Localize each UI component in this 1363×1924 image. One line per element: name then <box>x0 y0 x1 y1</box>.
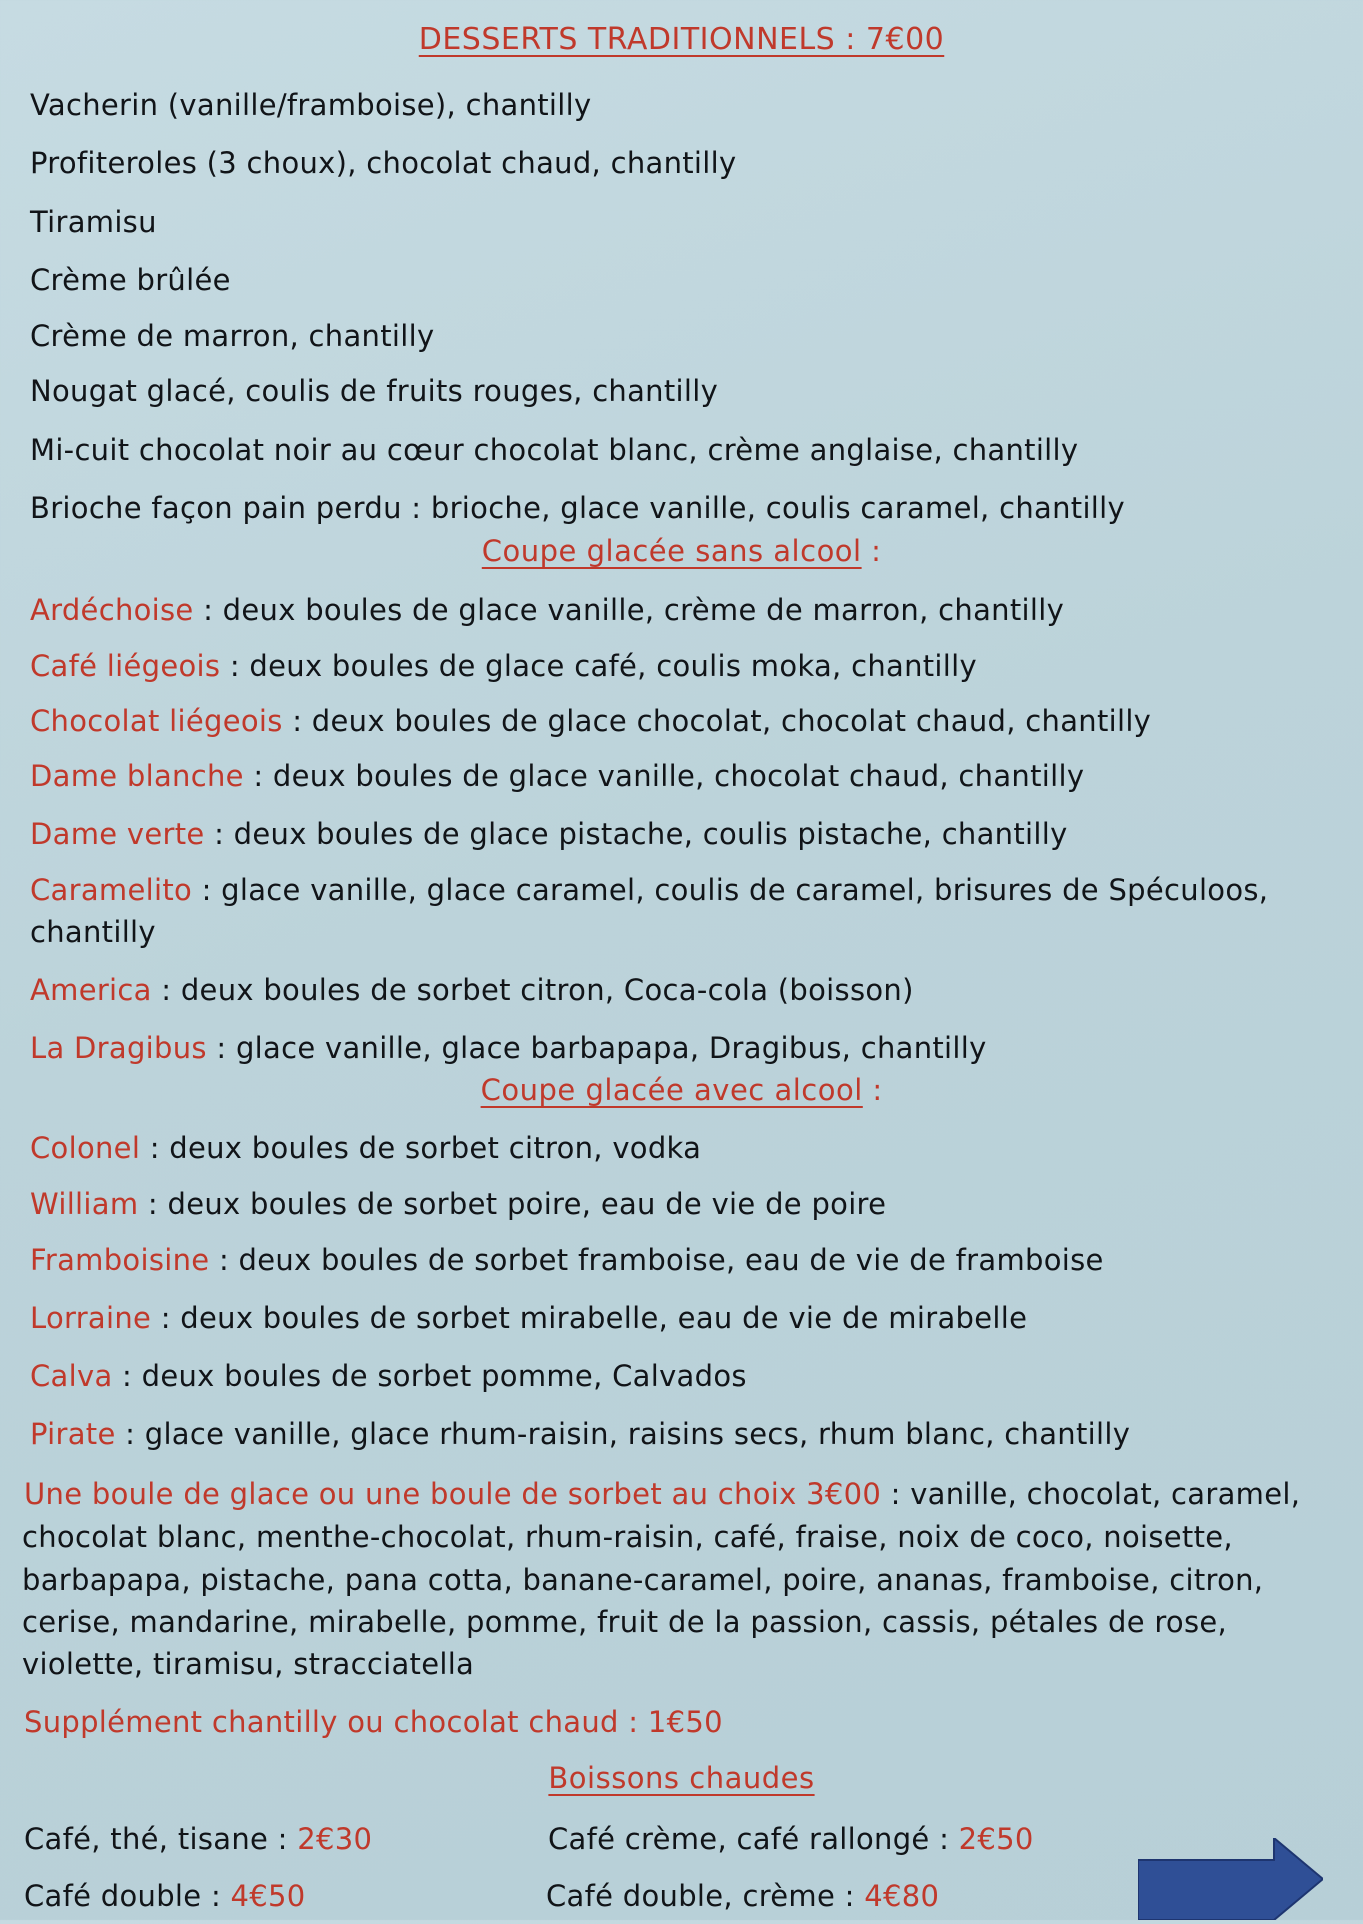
flavor-list-line: violette, tiramisu, stracciatella <box>22 1647 475 1681</box>
drink-item <box>546 1875 1106 1917</box>
item-desc: : deux boules de sorbet mirabelle, eau de vie de mirabelle <box>151 1301 1028 1335</box>
drink-price: 4€80 <box>864 1879 940 1913</box>
item-desc: : glace vanille, glace barbapapa, Dragibus, chantilly <box>206 1031 987 1065</box>
menu-item <box>30 1355 1330 1397</box>
item-desc: : deux boules de glace vanille, chocolat chaud, chantilly <box>243 759 1085 793</box>
item-name: La Dragibus <box>30 1031 207 1065</box>
item-desc: : deux boules de sorbet citron, Coca-cola (boisson) <box>151 973 914 1007</box>
item-desc: : deux boules de glace chocolat, chocolat chaud, chantilly <box>282 704 1152 738</box>
item-name: Calva <box>30 1359 113 1393</box>
drink-label: Café double : <box>24 1879 231 1913</box>
item-desc: : deux boules de sorbet pomme, Calvados <box>112 1359 747 1393</box>
sans-alcool-title: Coupe glacée sans alcool <box>481 534 862 568</box>
drink-label: Café crème, café rallongé : <box>548 1822 959 1856</box>
avec-alcool-colon: : <box>862 1073 883 1107</box>
flavor-list-line: cerise, mandarine, mirabelle, pomme, fruit de la passion, cassis, pétales de rose, <box>22 1605 1228 1639</box>
menu-item <box>30 589 1330 631</box>
item-desc: : glace vanille, glace caramel, coulis de caramel, brisures de Spéculoos, <box>192 873 1269 907</box>
menu-item: Vacherin (vanille/framboise), chantilly <box>30 88 592 122</box>
drink-item <box>548 1818 1108 1860</box>
right-arrow-icon[interactable] <box>1138 1838 1323 1920</box>
item-name: Ardéchoise <box>30 593 194 627</box>
drink-price: 2€50 <box>958 1822 1034 1856</box>
item-name: Caramelito <box>30 873 193 907</box>
menu-item <box>30 645 1330 687</box>
item-desc: : glace vanille, glace rhum-raisin, raisins secs, rhum blanc, chantilly <box>115 1417 1131 1451</box>
sans-alcool-colon: : <box>861 534 882 568</box>
item-name: Colonel <box>30 1131 141 1165</box>
menu-item <box>30 1027 1330 1069</box>
menu-item: Profiteroles (3 choux), chocolat chaud, chantilly <box>30 146 737 180</box>
sans-alcool-heading <box>0 530 1363 572</box>
boissons-title: Boissons chaudes <box>548 1761 815 1795</box>
menu-item: Crème de marron, chantilly <box>30 319 435 353</box>
menu-item <box>30 1297 1330 1339</box>
menu-item-continuation: chantilly <box>30 915 156 949</box>
drink-price: 2€30 <box>297 1822 373 1856</box>
menu-item <box>30 813 1330 855</box>
item-name: Café liégeois <box>30 649 221 683</box>
item-desc: : deux boules de sorbet citron, vodka <box>140 1131 702 1165</box>
item-desc: : deux boules de glace vanille, crème de marron, chantilly <box>193 593 1065 627</box>
menu-item <box>30 1127 1330 1169</box>
item-name: Dame verte <box>30 817 205 851</box>
supplement-line: Supplément chantilly ou chocolat chaud : 1€50 <box>24 1705 723 1739</box>
traditionnels-title: DESSERTS TRADITIONNELS : 7€00 <box>418 22 945 57</box>
menu-item <box>30 1239 1330 1281</box>
menu-item <box>30 755 1330 797</box>
right-arrow-shape <box>1138 1838 1323 1920</box>
drink-item <box>24 1818 544 1860</box>
menu-item <box>30 969 1330 1011</box>
single-scoop-label: Une boule de glace ou une boule de sorbet au choix 3€00 <box>24 1477 882 1511</box>
menu-item: Crème brûlée <box>30 263 231 297</box>
item-name: Chocolat liégeois <box>30 704 283 738</box>
menu-item: Tiramisu <box>30 205 157 239</box>
single-scoop-line <box>24 1473 1324 1515</box>
single-scoop-flavors: : vanille, chocolat, caramel, <box>881 1477 1301 1511</box>
item-desc: : deux boules de sorbet framboise, eau de vie de framboise <box>209 1243 1104 1277</box>
drink-label: Café double, crème : <box>546 1879 865 1913</box>
item-desc: : deux boules de glace pistache, coulis pistache, chantilly <box>204 817 1068 851</box>
menu-item <box>30 1413 1330 1455</box>
menu-item <box>30 700 1330 742</box>
drink-label: Café, thé, tisane : <box>24 1822 298 1856</box>
flavor-list-line: chocolat blanc, menthe-chocolat, rhum-raisin, café, fraise, noix de coco, noisette, <box>22 1520 1233 1554</box>
drink-item <box>24 1875 544 1917</box>
menu-item: Mi-cuit chocolat noir au cœur chocolat blanc, crème anglaise, chantilly <box>30 433 1079 467</box>
item-name: William <box>30 1187 139 1221</box>
item-name: Pirate <box>30 1417 116 1451</box>
menu-item <box>30 869 1330 911</box>
item-name: Dame blanche <box>30 759 244 793</box>
item-name: America <box>30 973 152 1007</box>
item-name: Lorraine <box>30 1301 152 1335</box>
menu-item <box>30 1183 1330 1225</box>
avec-alcool-heading <box>0 1069 1363 1111</box>
item-desc: : deux boules de glace café, coulis moka, chantilly <box>220 649 977 683</box>
item-desc: : deux boules de sorbet poire, eau de vie de poire <box>138 1187 887 1221</box>
item-name: Framboisine <box>30 1243 210 1277</box>
drink-price: 4€50 <box>230 1879 306 1913</box>
menu-item: Nougat glacé, coulis de fruits rouges, chantilly <box>30 374 719 408</box>
menu-item: Brioche façon pain perdu : brioche, glace vanille, coulis caramel, chantilly <box>30 491 1125 525</box>
flavor-list-line: barbapapa, pistache, pana cotta, banane-caramel, poire, ananas, framboise, citron, <box>22 1563 1264 1597</box>
avec-alcool-title: Coupe glacée avec alcool <box>480 1073 863 1107</box>
